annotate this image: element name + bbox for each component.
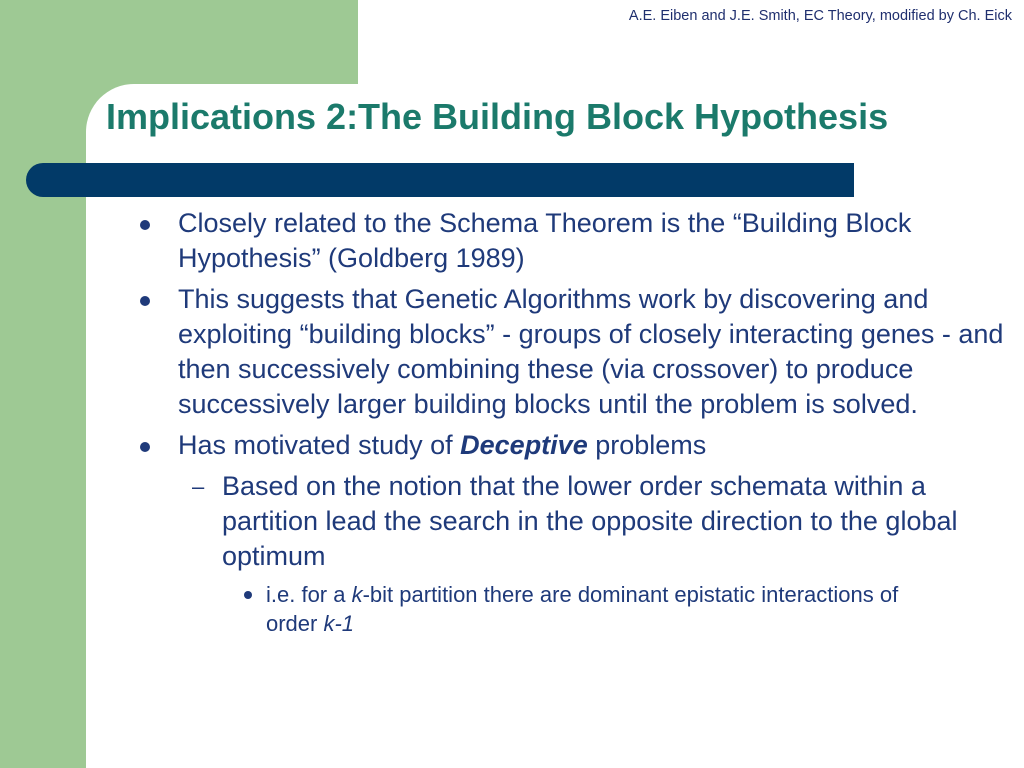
sub-bullet-item xyxy=(192,469,994,574)
slide-title: Implications 2:The Building Block Hypothesis xyxy=(106,96,889,137)
bullet-dot-icon xyxy=(140,220,150,230)
bullet-dot-icon xyxy=(244,591,252,599)
bullet-dot-icon xyxy=(140,296,150,306)
sub-sub-text-1: i.e. for a xyxy=(266,582,352,607)
bullet-item xyxy=(178,206,1016,276)
slide-body xyxy=(0,200,1024,638)
bullet-text: Closely related to the Schema Theorem is the “Building Block Hypothesis” (Goldberg 1989) xyxy=(178,208,912,273)
dash-marker-icon: – xyxy=(192,474,205,499)
k-variable: k xyxy=(351,582,363,607)
bullet-item xyxy=(178,428,1016,463)
header-credit: A.E. Eiben and J.E. Smith, EC Theory, modified by Ch. Eick xyxy=(628,8,1012,24)
bullet-dot-icon xyxy=(140,442,150,452)
sub-sub-bullet-item xyxy=(266,580,934,638)
sub-sub-text-2: -bit partition there are dominant epistatic interactions of order xyxy=(266,582,899,636)
k-minus-1-variable: k-1 xyxy=(323,611,355,636)
bullet-text-suffix: problems xyxy=(587,430,707,460)
title-underline-bar xyxy=(26,163,854,197)
sub-bullet-text: Based on the notion that the lower order schemata within a partition lead the search in the opposite direction to the global optimum xyxy=(222,471,958,571)
bullet-emphasis-deceptive: Deceptive xyxy=(460,430,588,460)
bullet-text: This suggests that Genetic Algorithms work by discovering and exploiting “building blocks” - groups of closely interacting genes - and then successively combining these (via crossover) to produce successively larger building blocks until the problem is solved. xyxy=(178,284,1004,419)
bullet-item xyxy=(178,282,1016,422)
bullet-text-prefix: Has motivated study of xyxy=(178,430,461,460)
